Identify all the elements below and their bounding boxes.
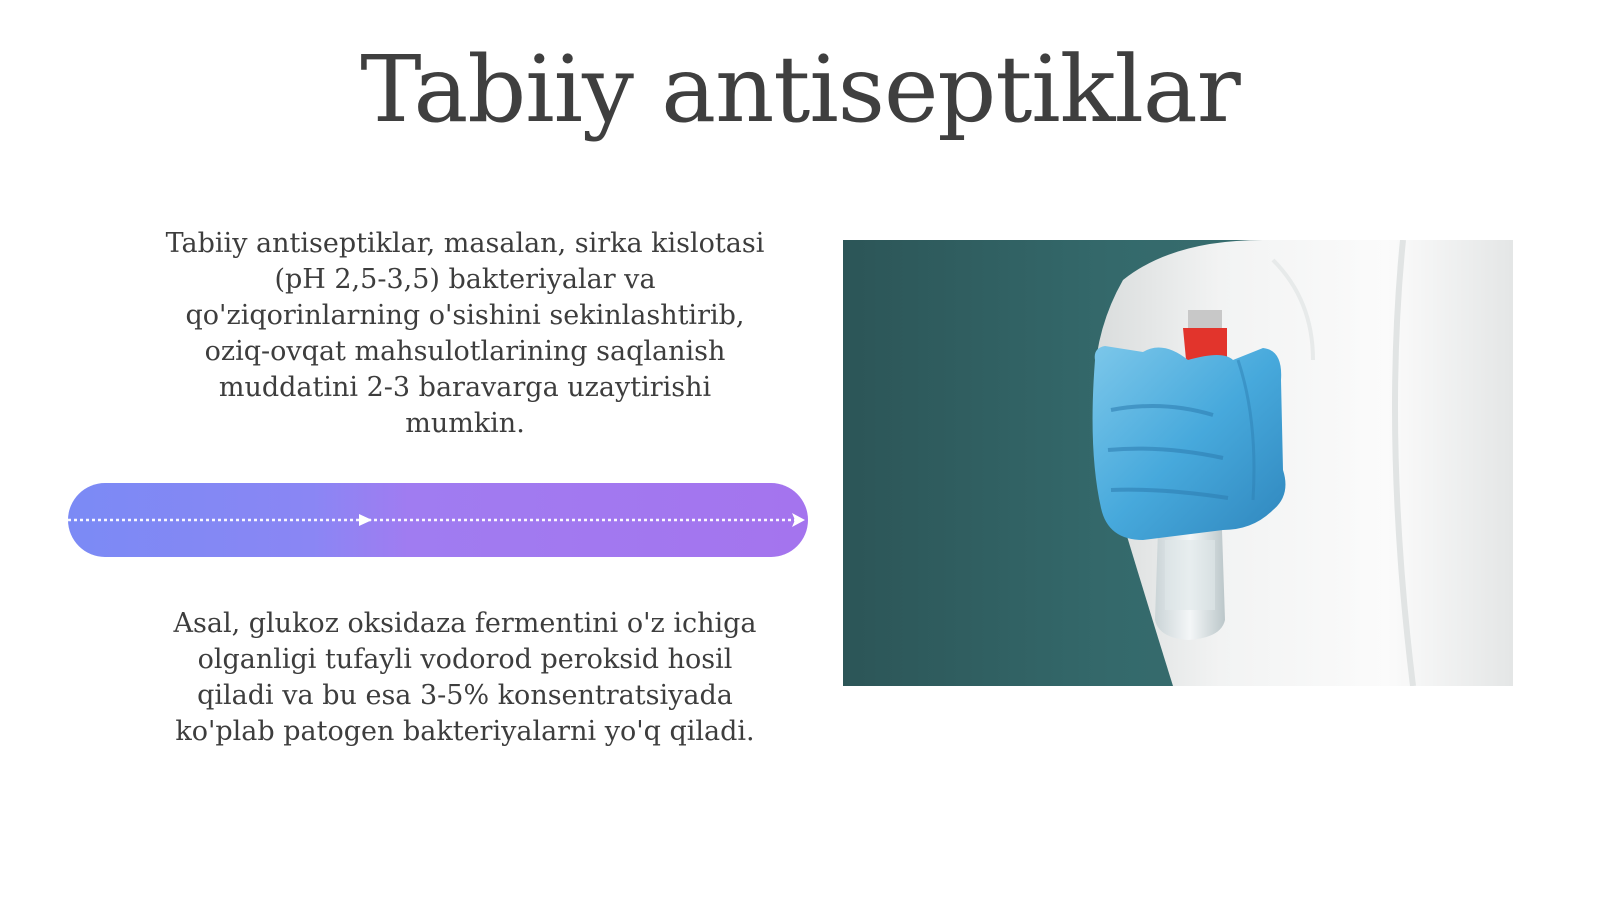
paragraph-vinegar: Tabiiy antiseptiklar, masalan, sirka kislotasi (pH 2,5-3,5) bakteriyalar va qo'ziqorinlarning o'sishini sekinlashtirib, oziq-ovqat mahsulotlarining saqlanish muddatini 2-3 baravarga uzaytirishi mumkin.: [165, 228, 765, 439]
paragraph-honey: Asal, glukoz oksidaza fermentini o'z ichiga olganligi tufayli vodorod peroksid hosil qiladi va bu esa 3-5% konsentratsiyada ko'plab patogen bakteriyalarni yo'q qiladi.: [173, 608, 757, 747]
gloved-hand-spray-icon: [843, 240, 1513, 686]
dotted-arrow-icon: [68, 483, 808, 557]
slide-title: Tabiiy antiseptiklar: [360, 36, 1240, 143]
decorative-gradient-bar: [68, 483, 808, 557]
spray-bottle-photo: [843, 240, 1513, 686]
